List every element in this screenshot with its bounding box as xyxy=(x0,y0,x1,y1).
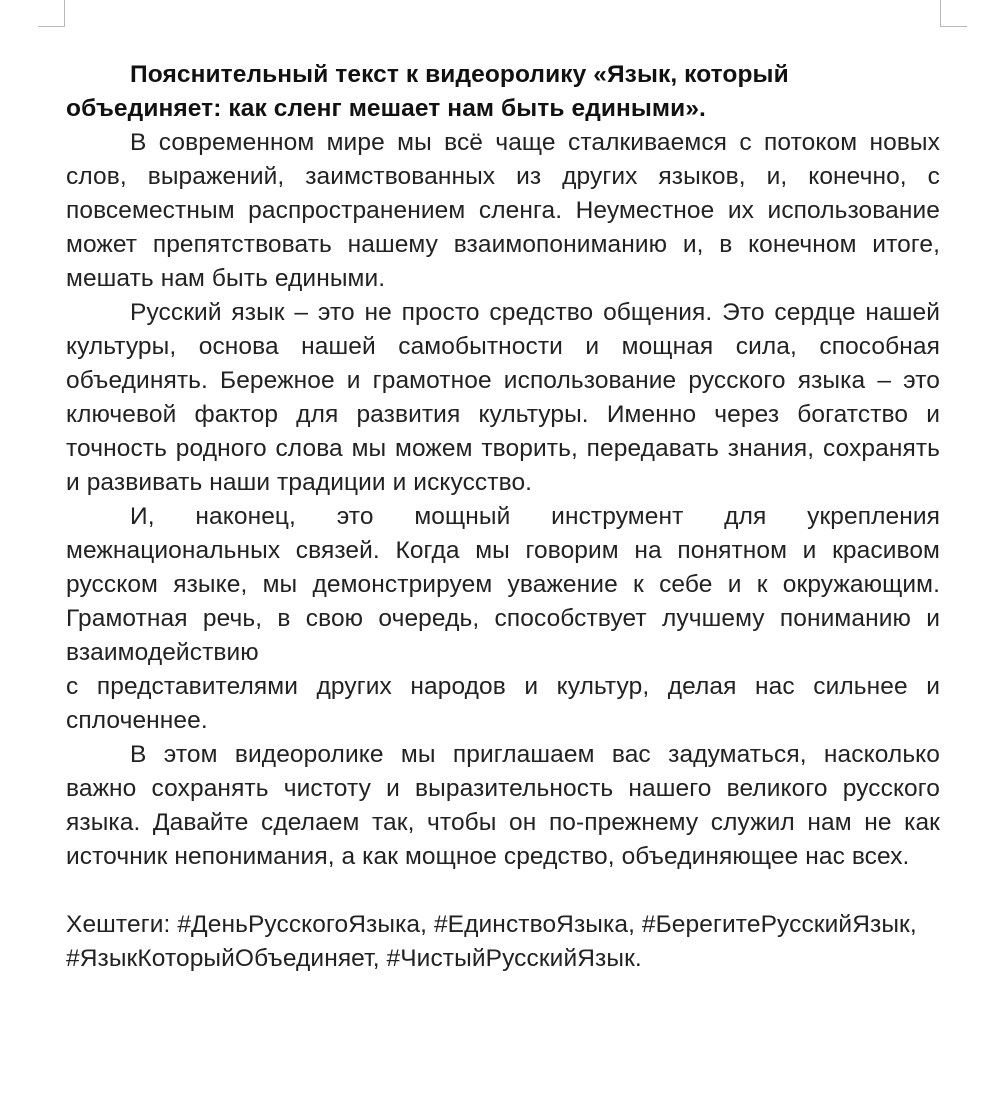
paragraph-interethnic-ties: И, наконец, это мощный инструмент для укрепления межнациональных связей. Когда мы говорим на понятном и красивом русском языке, мы демонстрируем уважение к себе и к окружающим. Грамотная речь, в свою очередь, способствует лучшему пониманию и взаимодействию xyxy=(66,503,940,666)
paragraph-intro: В современном мире мы всё чаще сталкиваемся с потоком новых слов, выражений, заимствованных из других языков, и, конечно, с повсеместным распространением сленга. Неуместное их использование может препятствовать нашему взаимопониманию и, в конечном итоге, мешать нам быть едиными. xyxy=(66,129,940,292)
page-corner-mark-right xyxy=(940,0,967,27)
document-title: Пояснительный текст к видеоролику «Язык, который объединяет: как сленг мешает нам быть едиными». xyxy=(66,61,789,122)
paragraph-conclusion: В этом видеоролике мы приглашаем вас задуматься, насколько важно сохранять чистоту и выразительность нашего великого русского языка. Давайте сделаем так, чтобы он по-прежнему служил нам не как источник непонимания, а как мощное средство, объединяющее нас всех. xyxy=(66,741,940,870)
hashtags-line: Хештеги: #ДеньРусскогоЯзыка, #ЕдинствоЯзыка, #БерегитеРусскийЯзык, #ЯзыкКоторыйОбъединяет, #ЧистыйРусскийЯзык. xyxy=(66,911,917,972)
paragraph-interethnic-ties-continued: с представителями других народов и культур, делая нас сильнее и сплоченнее. xyxy=(66,673,940,734)
page-corner-mark-left xyxy=(38,0,65,27)
paragraph-russian-language: Русский язык – это не просто средство общения. Это сердце нашей культуры, основа нашей самобытности и мощная сила, способная объединять. Бережное и грамотное использование русского языка – это ключевой фактор для развития культуры. Именно через богатство и точность родного слова мы можем творить, передавать знания, сохранять и развивать наши традиции и искусство. xyxy=(66,299,940,496)
document-body xyxy=(66,58,940,976)
